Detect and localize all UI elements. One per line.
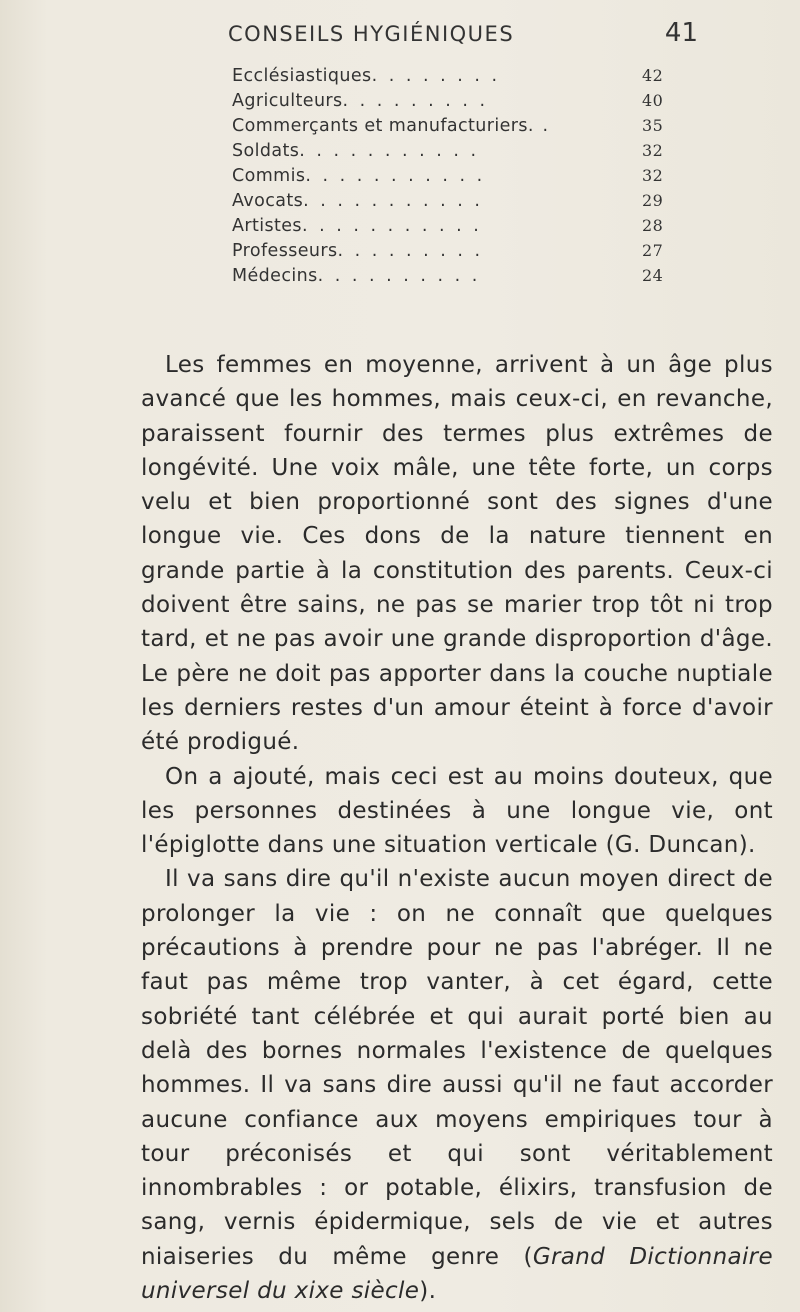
table-row bbox=[232, 141, 668, 166]
leader-dots: . . . . . . . . . . . bbox=[299, 141, 480, 161]
table-row bbox=[232, 216, 668, 241]
leader-dots: . . . . . . . . . . . bbox=[305, 166, 486, 186]
row-label: Professeurs bbox=[232, 241, 338, 261]
leader-dots: . . . . . . . . . bbox=[337, 241, 484, 261]
table-row bbox=[232, 266, 668, 291]
table-row bbox=[232, 191, 668, 216]
row-value: 32 bbox=[642, 166, 664, 185]
row-value: 24 bbox=[642, 266, 664, 285]
row-label: Soldats bbox=[232, 141, 300, 161]
row-value: 32 bbox=[642, 141, 664, 160]
row-label: Avocats bbox=[232, 191, 304, 211]
leader-dots: . . . . . . . . . bbox=[342, 91, 489, 111]
leader-dots: . . . . . . . . bbox=[371, 66, 501, 86]
table-row bbox=[232, 116, 668, 141]
table-row bbox=[232, 241, 668, 266]
table-row bbox=[232, 91, 668, 116]
body-text bbox=[141, 348, 773, 1308]
paragraph-text: Il va sans dire qu'il n'existe aucun moyen direct de prolonger la vie : on ne connaît que quelques précautions à prendre pour ne pas l'abréger. Il ne faut pas même trop vanter, à cet égard, cette sobriété tant célébrée et qui aurait porté bien au delà des bornes normales l'existence de quelques hommes. Il va sans dire aussi qu'il ne faut accorder aucune confiance aux moyens empiriques tour à tour préconisés et qui sont véritablement innombrables : or potable, élixirs, transfusion de sang, vernis épidermique, sels de vie et autres niaiseries du même genre bbox=[141, 866, 773, 1270]
paragraph bbox=[141, 862, 773, 1308]
row-value: 35 bbox=[642, 116, 664, 135]
leader-dots: . . . . . . . . . . bbox=[317, 266, 481, 286]
citation-open: ( bbox=[523, 1243, 533, 1270]
row-value: 29 bbox=[642, 191, 664, 210]
paragraph: On a ajouté, mais ceci est au moins douteux, que les personnes destinées à une longue vie, ont l'épiglotte dans une situation verticale (G. Duncan). bbox=[141, 763, 773, 859]
table-row bbox=[232, 66, 668, 91]
running-title: CONSEILS HYGIÉNIQUES bbox=[228, 22, 515, 46]
leader-dots: . bbox=[533, 116, 552, 136]
row-label: Ecclésiastiques bbox=[232, 66, 372, 86]
citation-close: ). bbox=[419, 1278, 437, 1305]
running-head bbox=[228, 18, 698, 52]
row-value: 40 bbox=[642, 91, 664, 110]
page-number: 41 bbox=[664, 18, 698, 48]
citation: Grand Dictionnaire universel du xixe siècle bbox=[141, 1243, 773, 1305]
paragraph: Les femmes en moyenne, arrivent à un âge plus avancé que les hommes, mais ceux-ci, en revanche, paraissent fournir des termes plus extrêmes de longévité. Une voix mâle, une tête forte, un corps velu et bien proportionné sont des signes d'une longue vie. Ces dons de la nature tiennent en grande partie à la constitution des parents. Ceux-ci doivent être sains, ne pas se marier trop tôt ni trop tard, et ne pas avoir une grande disproportion d'âge. Le père ne doit pas apporter dans la couche nuptiale les derniers restes d'un amour éteint à force d'avoir été prodigué. bbox=[141, 352, 773, 756]
row-label: Médecins bbox=[232, 266, 318, 286]
leader-dots: . . . . . . . . . . . bbox=[303, 191, 483, 211]
row-value: 42 bbox=[642, 66, 664, 85]
row-label: Commis bbox=[232, 166, 306, 186]
leader-dots: . . . . . . . . . . . bbox=[301, 216, 482, 236]
row-label: Commerçants et manufacturiers. bbox=[232, 116, 534, 136]
table-row bbox=[232, 166, 668, 191]
row-label: Agriculteurs bbox=[232, 91, 343, 111]
row-value: 27 bbox=[642, 241, 664, 260]
row-label: Artistes bbox=[232, 216, 302, 236]
row-value: 28 bbox=[642, 216, 664, 235]
longevity-table bbox=[232, 66, 668, 291]
